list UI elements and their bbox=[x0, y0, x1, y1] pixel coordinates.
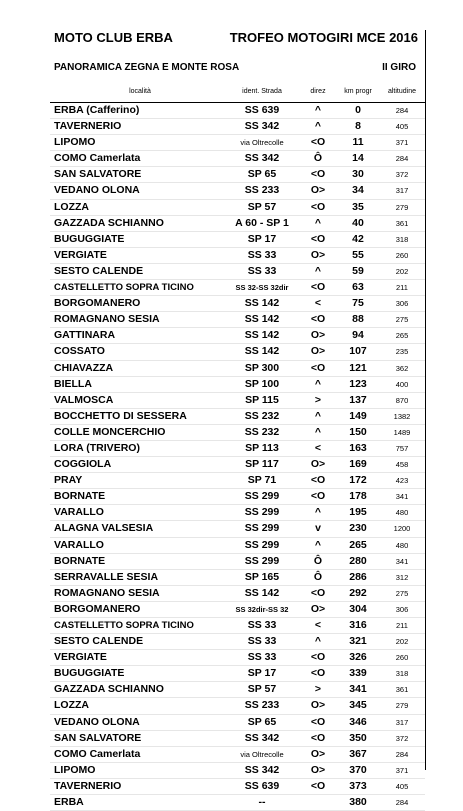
cell-km: 292 bbox=[349, 586, 367, 599]
cell-localita: GATTINARA bbox=[54, 329, 116, 342]
cell-strada: SS 299 bbox=[244, 538, 280, 551]
cell-direz: <O bbox=[310, 200, 326, 213]
cell-altitudine: 284 bbox=[395, 106, 409, 115]
cell-km: 370 bbox=[349, 763, 367, 776]
table-row bbox=[50, 377, 425, 393]
table-row bbox=[50, 473, 425, 489]
cell-km: 367 bbox=[349, 747, 367, 760]
col-alt: altitudine bbox=[387, 88, 417, 95]
cell-localita: VERGIATE bbox=[54, 248, 107, 261]
cell-altitudine: 306 bbox=[395, 299, 409, 309]
cell-km: 149 bbox=[349, 409, 367, 422]
cell-direz: ^ bbox=[314, 377, 322, 390]
table-row bbox=[50, 216, 425, 232]
table-row bbox=[50, 634, 425, 650]
cell-localita: CASTELLETTO SOPRA TICINO bbox=[54, 620, 194, 631]
cell-strada: SS 33 bbox=[247, 635, 277, 648]
cell-km: 30 bbox=[352, 168, 364, 181]
cell-localita: SAN SALVATORE bbox=[54, 168, 142, 181]
cell-altitudine: 260 bbox=[395, 250, 409, 260]
table-row bbox=[50, 763, 425, 779]
cell-direz: < bbox=[314, 619, 322, 631]
cell-altitudine: 341 bbox=[395, 492, 409, 502]
cell-altitudine: 275 bbox=[395, 588, 409, 598]
cell-km: 230 bbox=[349, 522, 367, 535]
table-row bbox=[50, 698, 425, 714]
cell-localita: ALAGNA VALSESIA bbox=[54, 522, 154, 535]
cell-km: 286 bbox=[349, 570, 367, 583]
cell-altitudine: 306 bbox=[395, 604, 409, 614]
cell-direz: <O bbox=[310, 168, 326, 181]
cell-km: 304 bbox=[349, 602, 367, 615]
cell-localita: COGGIOLA bbox=[54, 458, 112, 471]
cell-localita: COMO Camerlata bbox=[54, 747, 141, 760]
cell-localita: BUGUGGIATE bbox=[54, 232, 125, 245]
cell-localita: VARALLO bbox=[54, 538, 104, 551]
col-km: km progr bbox=[344, 88, 372, 95]
cell-altitudine: 260 bbox=[395, 653, 409, 663]
table-row bbox=[50, 570, 425, 586]
cell-localita: LIPOMO bbox=[54, 763, 96, 776]
table-row bbox=[50, 248, 425, 264]
cell-localita: SESTO CALENDE bbox=[54, 635, 144, 648]
cell-altitudine: 265 bbox=[395, 331, 409, 341]
cell-km: 121 bbox=[349, 361, 367, 374]
table-row bbox=[50, 731, 425, 747]
cell-strada: SS 142 bbox=[244, 313, 280, 326]
table-row bbox=[50, 457, 425, 473]
table-row bbox=[50, 183, 425, 199]
cell-strada: via Oltrecolle bbox=[240, 138, 284, 148]
cell-strada: SS 639 bbox=[244, 104, 280, 116]
table-row bbox=[50, 666, 425, 682]
cell-localita: LOZZA bbox=[54, 699, 89, 712]
cell-direz: ^ bbox=[314, 635, 322, 648]
subtitle-bar bbox=[54, 62, 424, 78]
cell-altitudine: 1200 bbox=[393, 524, 411, 534]
cell-localita: VALMOSCA bbox=[54, 393, 114, 406]
cell-direz: O> bbox=[310, 184, 326, 197]
cell-strada: -- bbox=[258, 796, 266, 809]
cell-direz: <O bbox=[310, 281, 326, 294]
cell-km: 63 bbox=[352, 281, 364, 294]
cell-km: 380 bbox=[349, 796, 367, 809]
cell-localita: PRAY bbox=[54, 474, 83, 487]
table-row bbox=[50, 296, 425, 312]
cell-direz: O> bbox=[310, 345, 326, 358]
cell-localita: VERGIATE bbox=[54, 651, 107, 664]
cell-km: 42 bbox=[352, 232, 364, 245]
cell-localita: CASTELLETTO SOPRA TICINO bbox=[54, 282, 194, 294]
cell-km: 163 bbox=[349, 441, 367, 454]
cell-km: 326 bbox=[349, 651, 367, 664]
cell-strada: SS 299 bbox=[244, 490, 280, 503]
cell-strada: SS 142 bbox=[244, 329, 280, 342]
cell-direz: Ô bbox=[313, 152, 323, 165]
cell-altitudine: 1382 bbox=[393, 411, 411, 421]
cell-direz: <O bbox=[310, 361, 326, 374]
cell-direz: < bbox=[314, 297, 322, 310]
cell-strada: SP 165 bbox=[244, 570, 280, 583]
cell-strada: SS 342 bbox=[244, 120, 280, 133]
cell-strada: SS 342 bbox=[244, 763, 280, 776]
table-row bbox=[50, 312, 425, 328]
title-bar bbox=[54, 30, 424, 52]
table-row bbox=[50, 715, 425, 731]
cell-localita: BIELLA bbox=[54, 377, 92, 390]
cell-altitudine: 405 bbox=[395, 122, 409, 132]
cell-km: 8 bbox=[355, 120, 361, 133]
cell-km: 321 bbox=[349, 635, 367, 648]
cell-altitudine: 423 bbox=[395, 476, 409, 486]
cell-km: 35 bbox=[352, 200, 364, 213]
cell-strada: SP 115 bbox=[245, 393, 279, 406]
cell-direz: O> bbox=[310, 699, 326, 712]
cell-km: 373 bbox=[349, 779, 367, 792]
cell-localita: BORNATE bbox=[54, 490, 106, 503]
cell-direz: ^ bbox=[314, 538, 322, 551]
cell-altitudine: 361 bbox=[395, 218, 409, 228]
cell-altitudine: 202 bbox=[395, 266, 409, 276]
cell-altitudine: 371 bbox=[395, 138, 409, 148]
cell-strada: SP 113 bbox=[245, 441, 279, 454]
cell-direz: ^ bbox=[314, 264, 322, 277]
cell-localita: BORGOMANERO bbox=[54, 602, 141, 615]
cell-localita: GAZZADA SCHIANNO bbox=[54, 683, 164, 696]
cell-localita: ERBA bbox=[54, 796, 84, 809]
cell-direz: <O bbox=[310, 313, 326, 326]
cell-direz: O> bbox=[310, 458, 326, 471]
cell-localita: SESTO CALENDE bbox=[54, 264, 144, 277]
table-row bbox=[50, 650, 425, 666]
cell-localita: ERBA (Cafferino) bbox=[54, 104, 140, 116]
cell-localita: VEDANO OLONA bbox=[54, 184, 140, 197]
cell-strada: SP 57 bbox=[247, 200, 277, 213]
cell-strada: SS 142 bbox=[244, 586, 280, 599]
itinerary-sheet bbox=[50, 30, 426, 809]
cell-strada: SS 639 bbox=[244, 779, 280, 792]
cell-direz: <O bbox=[310, 586, 326, 599]
cell-km: 280 bbox=[349, 554, 367, 567]
cell-altitudine: 458 bbox=[395, 460, 409, 470]
cell-localita: COLLE MONCERCHIO bbox=[54, 425, 166, 438]
cell-km: 178 bbox=[349, 490, 367, 503]
cell-strada: SS 299 bbox=[244, 554, 280, 567]
cell-km: 150 bbox=[349, 425, 367, 438]
cell-strada: SP 57 bbox=[247, 683, 277, 696]
cell-km: 40 bbox=[352, 216, 364, 229]
cell-strada: SP 117 bbox=[245, 458, 279, 471]
cell-km: 341 bbox=[349, 683, 367, 696]
cell-direz: <O bbox=[310, 667, 326, 680]
col-strada: ident. Strada bbox=[242, 88, 282, 95]
cell-strada: SS 232 bbox=[244, 425, 280, 438]
cell-altitudine: 279 bbox=[395, 202, 409, 212]
cell-km: 137 bbox=[349, 393, 367, 406]
table-row bbox=[50, 747, 425, 763]
cell-localita: LORA (TRIVERO) bbox=[54, 441, 140, 454]
event-name: TROFEO MOTOGIRI MCE 2016 bbox=[229, 30, 418, 45]
cell-altitudine: 235 bbox=[395, 347, 409, 357]
cell-localita: SAN SALVATORE bbox=[54, 731, 142, 744]
cell-localita: LOZZA bbox=[54, 200, 89, 213]
cell-km: 94 bbox=[352, 329, 364, 342]
cell-strada: SS 232 bbox=[244, 409, 280, 422]
table-row bbox=[50, 200, 425, 216]
cell-strada: A 60 - SP 1 bbox=[235, 216, 289, 229]
table-row bbox=[50, 264, 425, 280]
table-row bbox=[50, 505, 425, 521]
cell-direz: ^ bbox=[314, 120, 322, 133]
cell-strada: SP 300 bbox=[244, 361, 280, 374]
table-row bbox=[50, 135, 425, 151]
cell-km: 0 bbox=[355, 104, 361, 116]
table-row bbox=[50, 538, 425, 554]
cell-km: 123 bbox=[349, 377, 367, 390]
cell-strada: SP 65 bbox=[247, 168, 277, 181]
cell-strada: SS 233 bbox=[244, 184, 280, 197]
cell-altitudine: 480 bbox=[395, 540, 409, 550]
table-row bbox=[50, 441, 425, 457]
cell-altitudine: 371 bbox=[395, 765, 409, 775]
cell-strada: SS 33 bbox=[247, 619, 277, 631]
cell-km: 169 bbox=[349, 458, 367, 471]
cell-localita: ROMAGNANO SESIA bbox=[54, 313, 160, 326]
table-row bbox=[50, 489, 425, 505]
cell-altitudine: 202 bbox=[395, 637, 409, 647]
table-row bbox=[50, 554, 425, 570]
table-row bbox=[50, 328, 425, 344]
table-row bbox=[50, 602, 425, 618]
cell-altitudine: 312 bbox=[395, 572, 409, 582]
cell-direz: O> bbox=[310, 763, 326, 776]
cell-altitudine: 400 bbox=[395, 379, 409, 389]
table-row bbox=[50, 103, 425, 119]
cell-strada: SP 100 bbox=[244, 377, 280, 390]
cell-direz: > bbox=[314, 393, 322, 406]
cell-km: 59 bbox=[352, 264, 364, 277]
cell-localita: VARALLO bbox=[54, 506, 104, 519]
cell-strada: SS 299 bbox=[244, 522, 280, 535]
cell-altitudine: 318 bbox=[395, 669, 409, 679]
cell-strada: SS 142 bbox=[244, 297, 280, 310]
table-row bbox=[50, 119, 425, 135]
cell-localita: TAVERNERIO bbox=[54, 120, 122, 133]
cell-strada: SS 233 bbox=[244, 699, 280, 712]
cell-localita: VEDANO OLONA bbox=[54, 715, 140, 728]
cell-direz: Ô bbox=[313, 554, 323, 567]
cell-km: 339 bbox=[349, 667, 367, 680]
cell-direz: O> bbox=[310, 602, 326, 615]
cell-altitudine: 870 bbox=[395, 395, 409, 405]
cell-direz: v bbox=[315, 522, 321, 535]
table-row bbox=[50, 151, 425, 167]
cell-km: 107 bbox=[349, 345, 367, 358]
cell-km: 75 bbox=[352, 297, 364, 310]
cell-altitudine: 275 bbox=[395, 315, 409, 325]
cell-localita: BUGUGGIATE bbox=[54, 667, 125, 680]
cell-direz: ^ bbox=[314, 104, 322, 116]
cell-localita: GAZZADA SCHIANNO bbox=[54, 216, 164, 229]
cell-localita: COMO Camerlata bbox=[54, 152, 141, 165]
cell-direz: <O bbox=[310, 490, 326, 503]
cell-altitudine: 361 bbox=[395, 685, 409, 695]
cell-direz: > bbox=[314, 683, 322, 696]
cell-strada: SS 32dir-SS 32 bbox=[235, 604, 289, 614]
cell-strada: SS 342 bbox=[244, 731, 280, 744]
table-row bbox=[50, 280, 425, 296]
cell-km: 14 bbox=[352, 152, 364, 165]
table-row bbox=[50, 167, 425, 183]
table-row bbox=[50, 409, 425, 425]
cell-altitudine: 405 bbox=[395, 781, 409, 791]
route-name: PANORAMICA ZEGNA E MONTE ROSA bbox=[54, 62, 240, 73]
cell-direz: O> bbox=[310, 248, 326, 261]
itinerary-table bbox=[50, 103, 425, 811]
cell-altitudine: 317 bbox=[395, 717, 409, 727]
cell-km: 88 bbox=[352, 313, 364, 326]
cell-altitudine: 211 bbox=[396, 621, 408, 630]
cell-direz: ^ bbox=[314, 425, 322, 438]
cell-localita: SERRAVALLE SESIA bbox=[54, 570, 159, 583]
cell-direz: <O bbox=[310, 474, 326, 487]
table-row bbox=[50, 344, 425, 360]
cell-altitudine: 362 bbox=[395, 363, 409, 373]
cell-strada: SS 33 bbox=[247, 651, 277, 664]
cell-direz: O> bbox=[310, 747, 326, 760]
cell-strada: SS 32-SS 32dir bbox=[235, 283, 289, 293]
col-localita: località bbox=[129, 88, 151, 95]
cell-strada: SP 71 bbox=[247, 474, 277, 487]
club-name: MOTO CLUB ERBA bbox=[54, 30, 173, 45]
cell-km: 172 bbox=[349, 474, 367, 487]
table-row bbox=[50, 521, 425, 537]
table-row bbox=[50, 795, 425, 811]
cell-direz: ^ bbox=[314, 506, 322, 519]
cell-strada: SS 342 bbox=[244, 152, 280, 165]
cell-altitudine: 318 bbox=[395, 234, 409, 244]
cell-localita: LIPOMO bbox=[54, 136, 96, 149]
table-row bbox=[50, 393, 425, 409]
cell-strada: via Oltrecolle bbox=[240, 749, 284, 759]
table-row bbox=[50, 682, 425, 698]
cell-altitudine: 341 bbox=[395, 556, 409, 566]
cell-direz: <O bbox=[310, 779, 326, 792]
cell-altitudine: 284 bbox=[395, 154, 409, 164]
cell-strada: SS 142 bbox=[244, 345, 280, 358]
round-label: II GIRO bbox=[382, 62, 416, 73]
cell-localita: ROMAGNANO SESIA bbox=[54, 586, 160, 599]
cell-strada: SS 299 bbox=[244, 506, 280, 519]
cell-strada: SP 17 bbox=[247, 667, 277, 680]
cell-strada: SP 17 bbox=[247, 232, 277, 245]
cell-direz: ^ bbox=[314, 409, 322, 422]
cell-km: 55 bbox=[352, 248, 364, 261]
cell-direz: <O bbox=[310, 715, 326, 728]
cell-direz: <O bbox=[310, 651, 326, 664]
cell-localita: TAVERNERIO bbox=[54, 779, 122, 792]
cell-altitudine: 211 bbox=[396, 283, 408, 293]
cell-km: 346 bbox=[349, 715, 367, 728]
cell-km: 316 bbox=[349, 619, 367, 631]
cell-direz: <O bbox=[310, 731, 326, 744]
cell-altitudine: 372 bbox=[395, 733, 409, 743]
cell-km: 345 bbox=[349, 699, 367, 712]
cell-localita: BOCCHETTO DI SESSERA bbox=[54, 409, 187, 422]
cell-strada: SS 33 bbox=[247, 264, 277, 277]
cell-direz: ^ bbox=[314, 216, 322, 229]
column-header bbox=[50, 88, 425, 103]
cell-direz: <O bbox=[310, 136, 326, 149]
cell-altitudine: 284 bbox=[395, 749, 409, 759]
cell-km: 34 bbox=[352, 184, 364, 197]
cell-localita: COSSATO bbox=[54, 345, 105, 358]
cell-localita: BORNATE bbox=[54, 554, 106, 567]
cell-altitudine: 284 bbox=[395, 798, 409, 808]
table-row bbox=[50, 425, 425, 441]
cell-direz: < bbox=[314, 441, 322, 454]
table-row bbox=[50, 586, 425, 602]
cell-altitudine: 1489 bbox=[393, 427, 411, 437]
col-direz: direz bbox=[310, 88, 326, 95]
cell-altitudine: 372 bbox=[395, 170, 409, 180]
cell-localita: CHIAVAZZA bbox=[54, 361, 114, 374]
cell-km: 350 bbox=[349, 731, 367, 744]
cell-direz: <O bbox=[310, 232, 326, 245]
cell-altitudine: 480 bbox=[395, 508, 409, 518]
table-row bbox=[50, 361, 425, 377]
cell-direz: O> bbox=[310, 329, 326, 342]
table-row bbox=[50, 618, 425, 634]
cell-direz: Ô bbox=[313, 570, 323, 583]
cell-strada: SP 65 bbox=[247, 715, 277, 728]
cell-altitudine: 317 bbox=[395, 186, 409, 196]
table-row bbox=[50, 232, 425, 248]
cell-km: 265 bbox=[349, 538, 367, 551]
cell-altitudine: 279 bbox=[395, 701, 409, 711]
cell-strada: SS 33 bbox=[247, 248, 277, 261]
cell-localita: BORGOMANERO bbox=[54, 297, 141, 310]
cell-altitudine: 757 bbox=[395, 443, 409, 453]
cell-km: 195 bbox=[349, 506, 367, 519]
cell-km: 11 bbox=[352, 136, 364, 149]
